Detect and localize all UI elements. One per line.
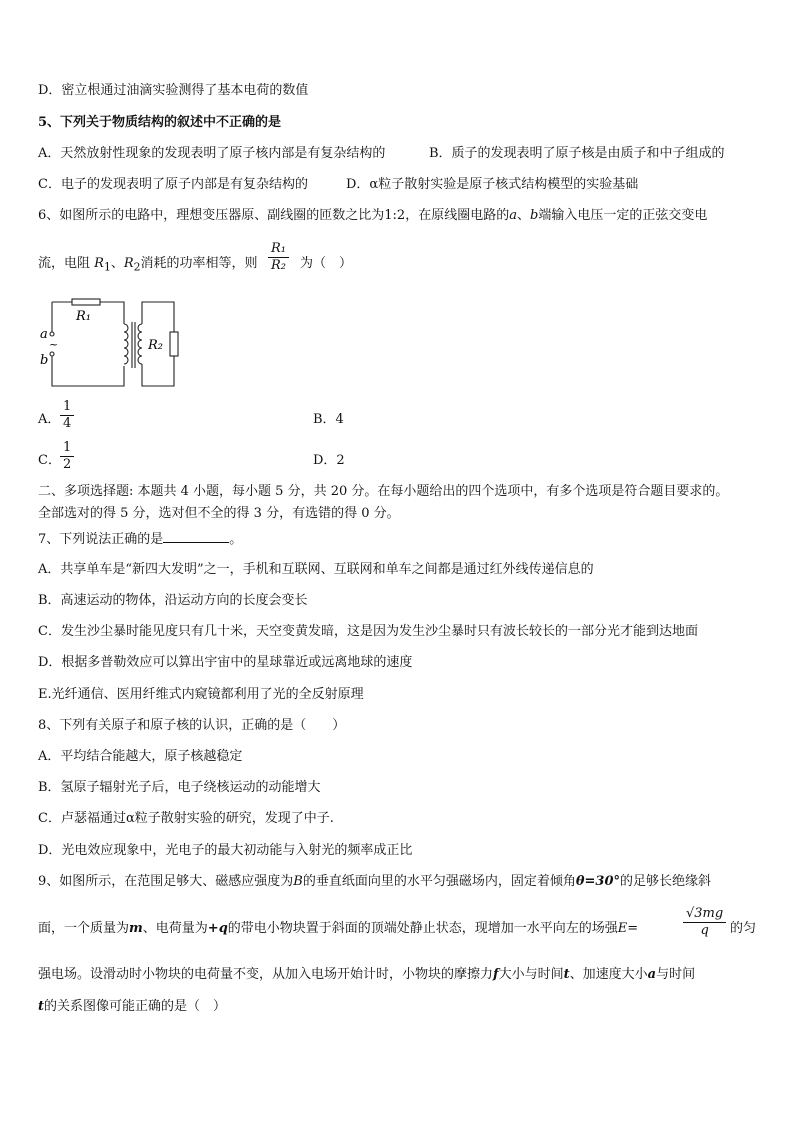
q6-stem-end2: 为（ ）	[300, 256, 353, 271]
q7-option-c: C．发生沙尘暴时能见度只有几十米，天空变黄发暗，这是因为发生沙尘暴时只有波长较长的一部分光才能到达地面	[38, 624, 698, 639]
q9-l2-a: 、电荷量为	[142, 921, 208, 936]
section2-line2: 全部选对的得 5 分，选对但不全的得 3 分，有选错的得 0 分。	[38, 506, 400, 521]
q9-l2-m: m	[129, 921, 143, 936]
q6-stem-text: 6、如图所示的电路中，理想变压器原、副线圈的匝数之比为1:2，在原线圈电路的	[38, 208, 510, 223]
q9-l1-b: B	[293, 874, 303, 889]
q9-l1-end: 的足够长绝缘斜	[620, 874, 712, 889]
q9-field-num: √3mg	[683, 906, 726, 923]
q6-terminal-a: a	[509, 208, 517, 223]
q6-option-a-num: 1	[60, 399, 74, 416]
q6-r1: R	[94, 256, 104, 271]
q6-circuit-diagram	[36, 294, 184, 394]
label-b: b	[40, 353, 49, 368]
q7-answer-blank	[163, 530, 229, 543]
q9-l2-e: E=	[617, 921, 639, 936]
q9-l4-end: 的关系图像可能正确的是（ ）	[44, 999, 227, 1014]
q8-stem: 8、下列有关原子和原子核的认识，正确的是（ ）	[38, 718, 346, 733]
q9-l2-b: 的带电小物块置于斜面的顶端处静止状态，现增加一水平向左的场强	[227, 921, 618, 936]
q7-stem-end: 。	[229, 532, 243, 547]
q6-ratio-den: R₂	[271, 258, 286, 273]
q6-r2: R	[123, 256, 134, 271]
q9-l3-mid: 大小与时间	[498, 967, 564, 982]
q9-l3-end: 与时间	[656, 967, 696, 982]
primary-coil	[124, 324, 128, 364]
q9-l3-pre: 强电场。设滑动时小物块的电荷量不变，从加入电场开始计时，小物块的摩擦力	[38, 967, 494, 982]
q9-l2-end: 的匀	[730, 921, 757, 936]
transformer-core	[132, 322, 135, 368]
q9-l2-q: +q	[207, 921, 228, 936]
q9-l2-pre: 面，一个质量为	[38, 921, 130, 936]
q4-option-d: D．密立根通过油滴实验测得了基本电荷的数值	[38, 83, 309, 98]
q5-option-a: A．天然放射性现象的发现表明了原子核内部是有复杂结构的	[38, 146, 386, 161]
q9-l3-f: f	[493, 967, 499, 982]
q6-option-a-fraction	[60, 399, 74, 432]
q6-stem-end: 端输入电压一定的正弦交变电	[538, 208, 708, 223]
secondary-coil	[138, 324, 142, 364]
terminal-a	[50, 332, 54, 336]
q6-sep: 、	[516, 208, 530, 223]
q6-r1-sub: 1	[103, 260, 111, 274]
q9-l3-mid2: 、加速度大小	[569, 967, 648, 982]
q9-stem-line4	[38, 998, 226, 1016]
q8-option-a: A．平均结合能越大，原子核越稳定	[38, 749, 243, 764]
q8-option-c: C．卢瑟福通过α粒子散射实验的研究，发现了中子.	[38, 811, 334, 826]
label-ac-source: ~	[49, 338, 59, 351]
label-r1: R₁	[76, 309, 91, 324]
resistor-r1	[72, 299, 100, 305]
q5-option-c: C．电子的发现表明了原子内部是有复杂结构的	[38, 177, 308, 192]
q7-option-b: B．高速运动的物体，沿运动方向的长度会变长	[38, 593, 308, 608]
q6-text-a: 流，电阻	[38, 256, 91, 271]
q9-stem-line2	[38, 920, 638, 938]
q9-l3-t: t	[563, 967, 570, 982]
q7-option-e: E.光纤通信、医用纤维式内窥镜都利用了光的全反射原理	[38, 687, 364, 702]
q7-option-a: A．共享单车是“新四大发明”之一，手机和互联网、互联网和单车之间都是通过红外线传递信息的	[38, 562, 594, 577]
resistor-r2	[170, 332, 178, 356]
q9-stem-line3	[38, 966, 695, 984]
q6-option-c-den: 2	[63, 457, 72, 472]
q6-option-a-letter: A．	[38, 412, 61, 427]
q6-option-c-letter: C．	[38, 453, 61, 468]
q9-l3-a: a	[647, 967, 657, 982]
q6-option-c-num: 1	[60, 440, 74, 457]
section2-line1: 二、多项选择题: 本题共 4 小题，每小题 5 分，共 20 分。在每小题给出的四个选项中，有多个选项是符合题目要求的。	[38, 484, 729, 499]
q8-option-d: D．光电效应现象中，光电子的最大初动能与入射光的频率成正比	[38, 843, 413, 858]
terminal-b	[50, 352, 54, 356]
q9-l4-t: t	[38, 999, 45, 1014]
q7-stem-text: 7、下列说法正确的是	[38, 532, 164, 547]
q6-option-b: B．4	[313, 412, 344, 427]
q6-sep2: 、	[110, 256, 124, 271]
q6-text-b: 消耗的功率相等，则	[140, 256, 258, 271]
label-r2: R₂	[148, 338, 163, 353]
q9-stem-line1	[38, 873, 711, 891]
q6-option-a-den: 4	[63, 416, 72, 431]
q6-r2-sub: 2	[133, 260, 141, 274]
q5-option-b: B．质子的发现表明了原子核是由质子和中子组成的	[429, 146, 725, 161]
q9-l1-pre: 9、如图所示，在范围足够大、磁感应强度为	[38, 874, 294, 889]
q9-field-fraction	[683, 906, 726, 939]
q6-ratio-fraction	[268, 241, 289, 274]
q8-option-b: B．氢原子辐射光子后，电子绕核运动的动能增大	[38, 780, 321, 795]
q6-stem-line2	[38, 255, 258, 277]
label-a: a	[40, 327, 48, 342]
q6-option-c-fraction	[60, 440, 74, 473]
q7-option-d: D．根据多普勒效应可以算出宇宙中的星球靠近或远离地球的速度	[38, 655, 413, 670]
q9-l1-theta: θ=30°	[575, 874, 621, 889]
q6-option-d: D．2	[313, 453, 345, 468]
q5-stem: 5、下列关于物质结构的叙述中不正确的是	[38, 115, 282, 130]
q5-option-d: D．α粒子散射实验是原子核式结构模型的实验基础	[346, 177, 639, 192]
q9-field-den: q	[700, 923, 709, 938]
q6-stem-line1	[38, 207, 707, 225]
q6-ratio-num: R₁	[268, 241, 289, 258]
q9-l1-mid: 的垂直纸面向里的水平匀强磁场内，固定着倾角	[302, 874, 576, 889]
q6-terminal-b: b	[529, 208, 539, 223]
q7-stem	[38, 530, 242, 549]
primary-bottom-wire	[52, 356, 124, 386]
